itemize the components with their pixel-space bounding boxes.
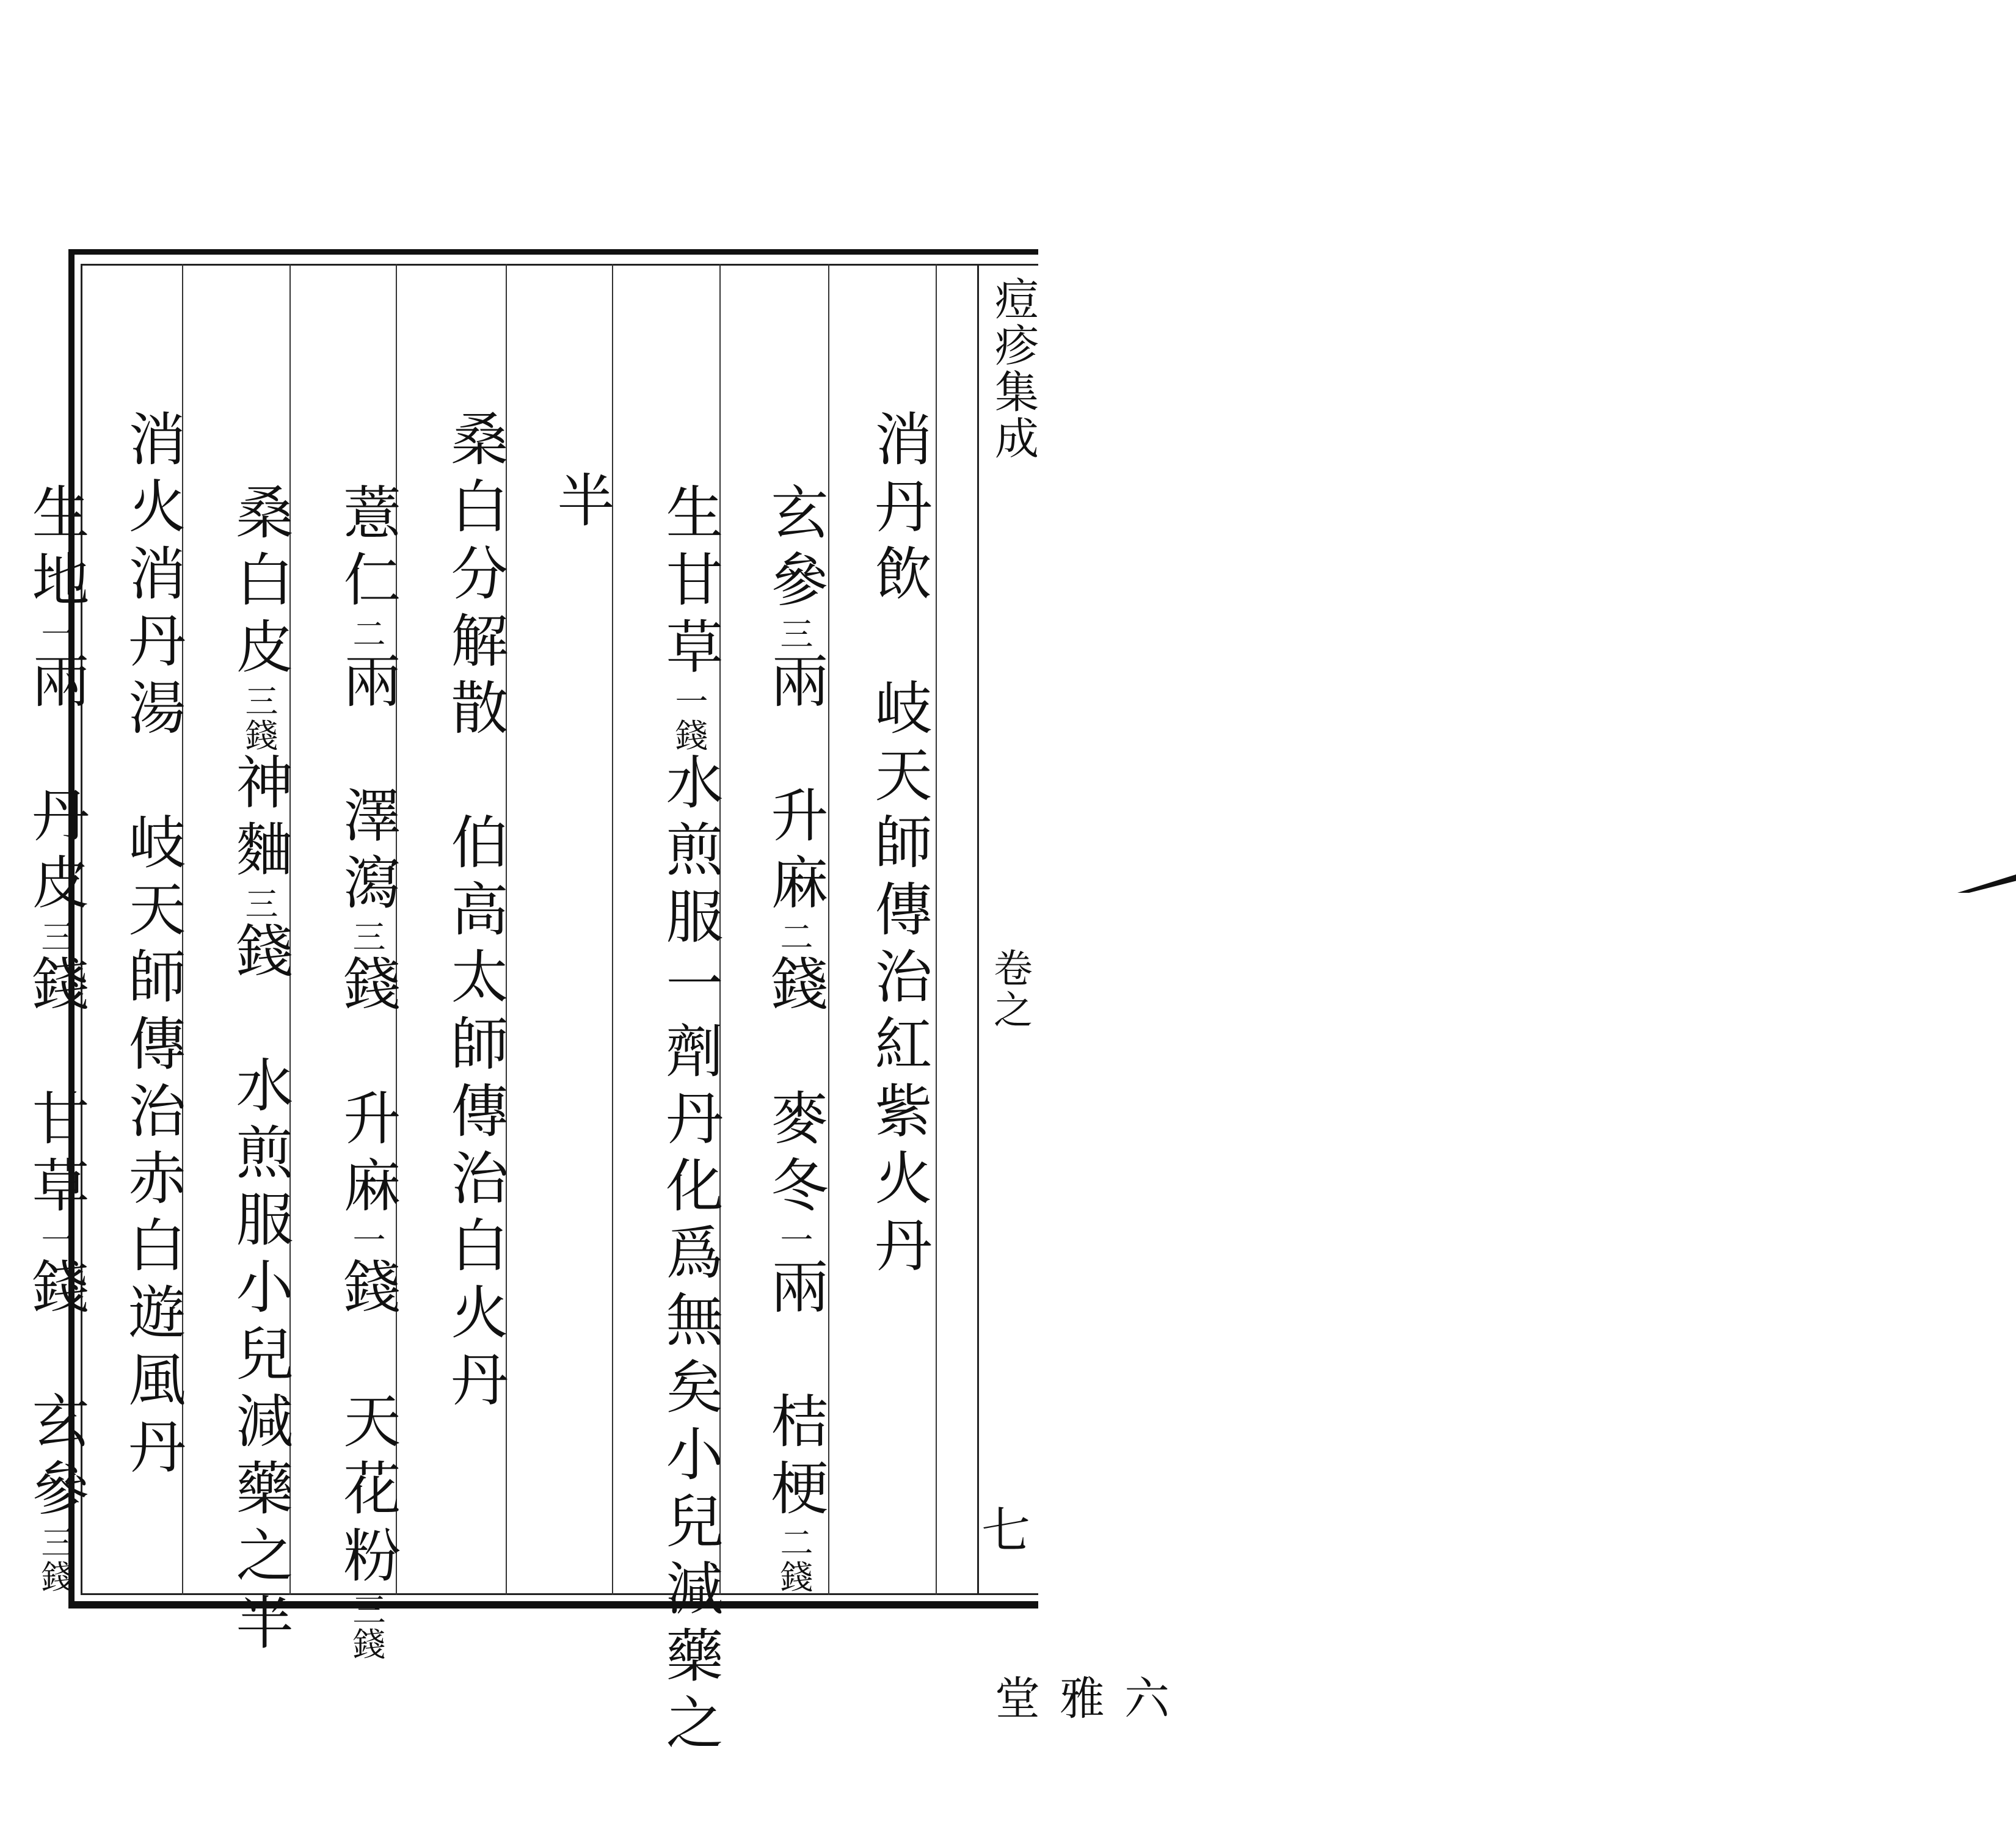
book-title: 痘疹集成 [988,276,1039,462]
herb: 錢 升麻 [333,954,400,1223]
instruction: 錢 水煎服小兒減藥之半 [226,921,293,1660]
herb: 玄參 [761,482,828,617]
dose-note: 二錢 [775,1525,813,1594]
herb: 兩 澤瀉 [333,651,400,920]
text-column-4 [544,470,617,537]
text-column-1 [861,409,934,1282]
herb: 桑白皮 [226,482,293,684]
dose-note: 一 [348,1223,386,1257]
text-column-3 [652,482,726,1760]
dose-note: 三錢 [36,1525,75,1594]
dose-note: 一錢 [670,684,708,752]
text-column-6 [330,482,403,1661]
text-column-5 [437,409,511,1417]
recipe-title: 消火消丹湯 岐天師傳治赤白遊風丹 [118,409,185,1484]
recipe-title: 桑白分解散 伯高太師傳治白火丹 [441,409,508,1417]
column-rule [936,264,937,1595]
herb: 兩 丹皮 [22,651,89,920]
herb: 錢 麥冬 [761,954,828,1223]
herb: 薏仁 [333,482,400,617]
dose-note: 三 [36,920,75,954]
page-margin-column [977,264,1170,1723]
dose-note: 一 [775,1223,813,1257]
herb: 神麯 [226,752,293,887]
dose-note: 三錢 [348,1593,386,1661]
dose-note: 二 [348,617,386,651]
publisher-name: 六雅堂 [988,1674,1170,1723]
dose-note: 二 [775,920,813,954]
dose-note: 三 [348,920,386,954]
herb: 錢 天花粉 [333,1257,400,1593]
instruction: 水煎服一劑丹化爲無矣小兒減藥之 [656,752,722,1760]
text-column-8 [115,409,188,1484]
herb: 生地 [22,482,89,617]
herb: 兩 升麻 [761,651,828,920]
page-number: 七 [981,1502,1030,1559]
herb: 生甘草 [656,482,722,684]
herb: 兩 桔梗 [761,1257,828,1525]
dose-note: 一 [36,617,75,651]
herb: 錢 甘草 [22,954,89,1223]
dose-note: 三 [240,887,278,921]
herb: 錢 玄參 [22,1257,89,1525]
text-column-2 [757,482,831,1594]
volume-label: 卷之 [987,948,1032,1031]
dose-note: 三錢 [240,684,278,752]
fishtail-mark [1957,874,2016,893]
column-rule [612,264,613,1595]
dose-note: 三 [775,617,813,651]
dose-note: 一 [36,1223,75,1257]
text-column-7 [222,482,296,1660]
text-column-9 [18,482,92,1594]
recipe-title: 消丹飲 岐天師傳治紅紫火丹 [865,409,931,1282]
continuation-text: 半 [547,470,614,537]
